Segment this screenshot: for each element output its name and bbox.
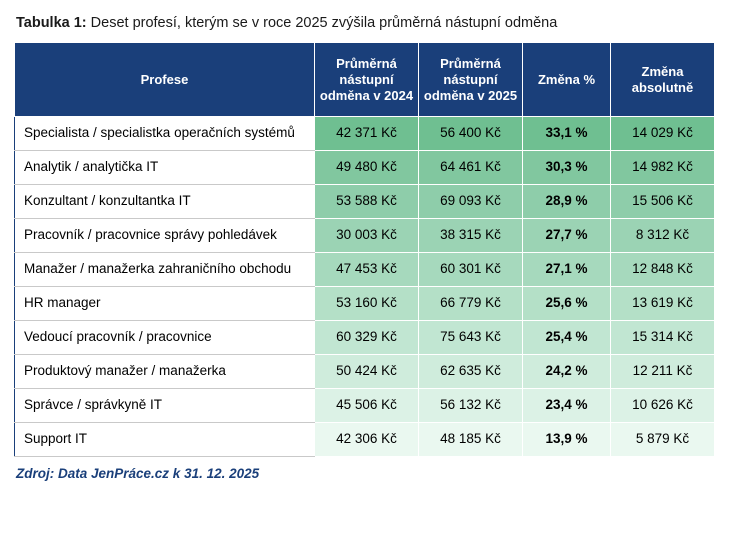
cell-avg-2025: 56 132 Kč xyxy=(419,389,523,423)
table-header xyxy=(15,43,715,117)
header-row xyxy=(15,43,715,117)
cell-profession: Analytik / analytička IT xyxy=(15,151,315,185)
cell-change-abs: 10 626 Kč xyxy=(611,389,715,423)
table-row xyxy=(15,117,715,151)
table-row xyxy=(15,151,715,185)
cell-avg-2024: 50 424 Kč xyxy=(315,355,419,389)
cell-change-abs: 8 312 Kč xyxy=(611,219,715,253)
cell-avg-2025: 75 643 Kč xyxy=(419,321,523,355)
cell-change-pct: 25,6 % xyxy=(523,287,611,321)
cell-profession: Pracovník / pracovnice správy pohledávek xyxy=(15,219,315,253)
cell-change-pct: 27,7 % xyxy=(523,219,611,253)
cell-profession: Produktový manažer / manažerka xyxy=(15,355,315,389)
cell-change-abs: 13 619 Kč xyxy=(611,287,715,321)
table-row xyxy=(15,253,715,287)
cell-avg-2024: 30 003 Kč xyxy=(315,219,419,253)
column-header-avg-2025: Průměrná nástupní odměna v 2025 xyxy=(419,43,523,117)
cell-avg-2024: 45 506 Kč xyxy=(315,389,419,423)
table-row xyxy=(15,423,715,457)
table-body xyxy=(15,117,715,457)
cell-avg-2025: 48 185 Kč xyxy=(419,423,523,457)
table-row xyxy=(15,355,715,389)
cell-change-pct: 33,1 % xyxy=(523,117,611,151)
cell-profession: Vedoucí pracovník / pracovnice xyxy=(15,321,315,355)
source-note: Zdroj: Data JenPráce.cz k 31. 12. 2025 xyxy=(16,466,260,482)
cell-profession: Specialista / specialistka operačních systémů xyxy=(15,117,315,151)
cell-avg-2024: 60 329 Kč xyxy=(315,321,419,355)
cell-avg-2025: 69 093 Kč xyxy=(419,185,523,219)
cell-avg-2024: 42 306 Kč xyxy=(315,423,419,457)
cell-avg-2025: 56 400 Kč xyxy=(419,117,523,151)
table-row xyxy=(15,321,715,355)
column-header-avg-2024: Průměrná nástupní odměna v 2024 xyxy=(315,43,419,117)
table-row xyxy=(15,389,715,423)
cell-change-abs: 15 506 Kč xyxy=(611,185,715,219)
cell-avg-2025: 38 315 Kč xyxy=(419,219,523,253)
table-row xyxy=(15,185,715,219)
caption-text: Deset profesí, kterým se v roce 2025 zvýšila průměrná nástupní odměna xyxy=(86,15,558,31)
cell-change-pct: 13,9 % xyxy=(523,423,611,457)
cell-change-abs: 12 211 Kč xyxy=(611,355,715,389)
cell-change-abs: 5 879 Kč xyxy=(611,423,715,457)
figure-caption xyxy=(16,14,716,32)
cell-avg-2024: 53 588 Kč xyxy=(315,185,419,219)
cell-change-abs: 15 314 Kč xyxy=(611,321,715,355)
cell-change-pct: 24,2 % xyxy=(523,355,611,389)
cell-change-abs: 14 982 Kč xyxy=(611,151,715,185)
table-row xyxy=(15,287,715,321)
cell-change-abs: 12 848 Kč xyxy=(611,253,715,287)
cell-change-pct: 25,4 % xyxy=(523,321,611,355)
cell-avg-2025: 64 461 Kč xyxy=(419,151,523,185)
column-header-profession: Profese xyxy=(15,43,315,117)
cell-profession: Konzultant / konzultantka IT xyxy=(15,185,315,219)
cell-profession: Manažer / manažerka zahraničního obchodu xyxy=(15,253,315,287)
salary-table xyxy=(14,42,715,457)
cell-avg-2024: 53 160 Kč xyxy=(315,287,419,321)
cell-change-pct: 30,3 % xyxy=(523,151,611,185)
cell-avg-2025: 66 779 Kč xyxy=(419,287,523,321)
cell-profession: Support IT xyxy=(15,423,315,457)
cell-avg-2024: 42 371 Kč xyxy=(315,117,419,151)
column-header-change-pct: Změna % xyxy=(523,43,611,117)
cell-profession: HR manager xyxy=(15,287,315,321)
cell-change-pct: 27,1 % xyxy=(523,253,611,287)
cell-profession: Správce / správkyně IT xyxy=(15,389,315,423)
cell-change-pct: 28,9 % xyxy=(523,185,611,219)
caption-label: Tabulka 1: xyxy=(16,15,87,31)
column-header-change-abs: Změna absolutně xyxy=(611,43,715,117)
cell-change-abs: 14 029 Kč xyxy=(611,117,715,151)
cell-avg-2025: 60 301 Kč xyxy=(419,253,523,287)
cell-avg-2024: 47 453 Kč xyxy=(315,253,419,287)
table-row xyxy=(15,219,715,253)
cell-change-pct: 23,4 % xyxy=(523,389,611,423)
cell-avg-2024: 49 480 Kč xyxy=(315,151,419,185)
cell-avg-2025: 62 635 Kč xyxy=(419,355,523,389)
